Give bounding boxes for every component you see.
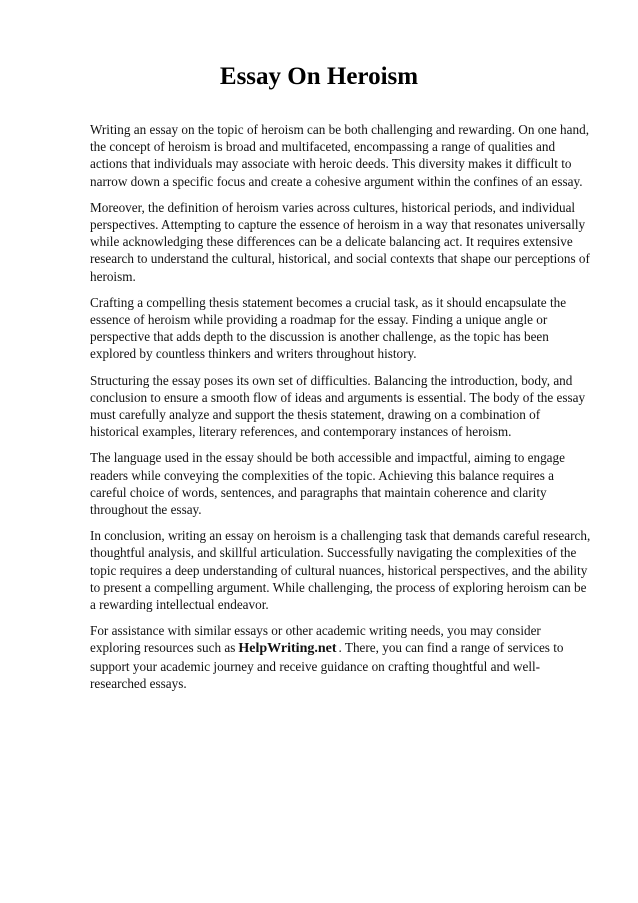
paragraph-2: Moreover, the definition of heroism varies across cultures, historical periods, and individual perspectives. Attempting to capture the essence of heroism in a way that resonates universally while acknowledging these differences can be a delicate balancing act. It requires extensive research to understand the cultural, historical, and social contexts that shape our perceptions of heroism. (90, 199, 590, 284)
closing-paragraph (90, 622, 592, 692)
closing-text-before-link: For assistance with similar essays or other academic writing needs, you may consider exploring resources such as (90, 623, 541, 656)
paragraph-4: Structuring the essay poses its own set of difficulties. Balancing the introduction, body, and conclusion to ensure a smooth flow of ideas and arguments is essential. The body of the essay must carefully analyze and support the thesis statement, drawing on a combination of historical examples, literary references, and contemporary instances of heroism. (90, 372, 586, 440)
paragraph-3: Crafting a compelling thesis statement becomes a crucial task, as it should encapsulate the essence of heroism while providing a roadmap for the essay. Finding a unique angle or perspective that adds depth to the discussion is another challenge, as the topic has been explored by countless thinkers and writers throughout history. (90, 294, 567, 362)
essay-body (90, 121, 592, 701)
paragraph-5: The language used in the essay should be both accessible and impactful, aiming to engage readers while conveying the complexities of the topic. Achieving this balance requires a careful choice of words, sentences, and paragraphs that maintain coherence and clarity throughout the essay. (90, 450, 565, 518)
helpwriting-link[interactable]: HelpWriting.net (238, 641, 337, 657)
closing-text-after-link: . There, you can find a range of services to support your academic journey and receive guidance on crafting thoughtful and well-researched essays. (90, 640, 564, 691)
paragraph-1: Writing an essay on the topic of heroism can be both challenging and rewarding. On one hand, the concept of heroism is broad and multifaceted, encompassing a range of qualities and actions that individuals may associate with heroic deeds. This diversity makes it difficult to narrow down a specific focus and create a cohesive argument within the confines of an essay. (90, 122, 589, 189)
paragraph-6: In conclusion, writing an essay on heroism is a challenging task that demands careful research, thoughtful analysis, and skillful articulation. Successfully navigating the complexities of the topic requires a deep understanding of cultural nuances, historical perspectives, and the ability to present a compelling argument. While challenging, the process of exploring heroism can be a rewarding intellectual endeavor. (90, 528, 591, 613)
essay-title: Essay On Heroism (219, 63, 419, 90)
